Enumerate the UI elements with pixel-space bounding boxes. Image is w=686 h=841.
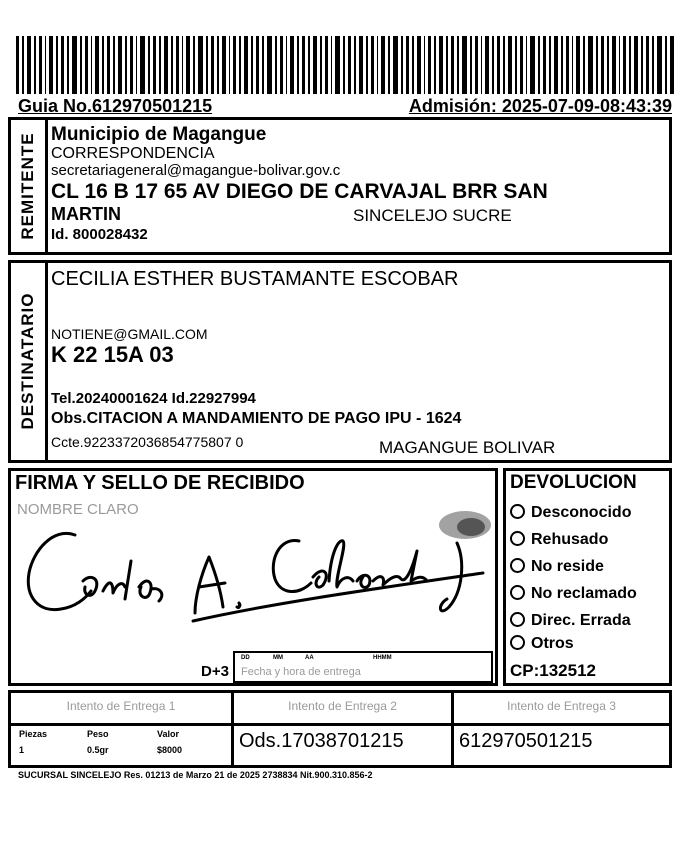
barcode [16,36,676,94]
admission-timestamp: Admisión: 2025-07-09-08:43:39 [408,96,672,116]
attempt-1-label: Intento de Entrega 1 [66,699,176,713]
return-option-rehusado[interactable]: Rehusado [510,526,637,553]
radio-circle-icon [510,585,525,600]
recipient-name: CECILIA ESTHER BUSTAMANTE ESCOBAR [51,268,459,290]
date-col-month: MM [273,655,283,661]
name-label: NOMBRE CLARO [17,501,139,518]
receipt-title: FIRMA Y SELLO DE RECIBIDO [15,472,305,494]
recipient-email: NOTIENE@GMAIL.COM [51,326,208,342]
value-header: Valor [157,729,180,739]
return-box [503,468,672,686]
sender-city: SINCELEJO SUCRE [353,206,512,225]
service-code: D+3 [201,663,229,680]
recipient-observation: Obs.CITACION A MANDAMIENTO DE PAGO IPU - 1624 [51,410,462,427]
radio-circle-icon [510,612,525,627]
sender-section-label: REMITENTE [18,132,37,240]
date-col-year: AA [305,655,314,661]
footer-text: SUCURSAL SINCELEJO Res. 01213 de Marzo 21 de 2025 2738834 Nit.900.310.856-2 [18,770,373,780]
signature [13,521,493,631]
recipient-city: MAGANGUE BOLIVAR [379,438,556,457]
ods-number: Ods.17038701215 [239,730,404,752]
guide-number: Guia No.612970501215 [18,96,213,116]
return-option-no-reside[interactable]: No reside [510,553,637,580]
sender-address-line1: CL 16 B 17 65 AV DIEGO DE CARVAJAL BRR SAN [51,180,548,203]
return-option-direc-errada[interactable]: Direc. Errada [510,607,637,634]
radio-circle-icon [510,531,525,546]
date-label: Fecha y hora de entrega [241,666,361,678]
recipient-box [8,260,672,463]
radio-circle-icon [510,504,525,519]
tracking-number: 612970501215 [459,730,593,752]
return-option-otros[interactable]: Otros [510,634,637,654]
sender-department: CORRESPONDENCIA [51,145,215,162]
delivery-date-field[interactable] [233,651,493,683]
return-title: DEVOLUCION [510,472,637,493]
pieces-header: Piezas [19,729,48,739]
sender-name: Municipio de Magangue [51,124,267,145]
return-option-no-reclamado[interactable]: No reclamado [510,580,637,607]
postal-code: CP:132512 [510,661,597,680]
weight-header: Peso [87,729,109,739]
value-value: $8000 [157,745,183,755]
sender-id: Id. 800028432 [51,226,148,243]
attempt-3-label: Intento de Entrega 3 [507,699,616,713]
date-col-time: HHMM [373,655,392,661]
attempt-2-label: Intento de Entrega 2 [288,699,397,713]
sender-box [8,117,672,255]
recipient-phone-id: Tel.20240001624 Id.22927994 [51,390,256,407]
date-col-day: DD [241,655,250,661]
sender-address-line2: MARTIN [51,204,121,224]
recipient-section-label: DESTINATARIO [18,292,37,430]
sender-email: secretariageneral@magangue-bolivar.gov.c [51,162,341,179]
weight-value: 0.5gr [87,745,109,755]
return-option-desconocido[interactable]: Desconocido [510,499,637,526]
receipt-box [8,468,498,686]
delivery-attempts-box [8,690,672,768]
radio-circle-icon [510,635,525,650]
pieces-value: 1 [19,745,25,755]
recipient-address: K 22 15A 03 [51,342,174,367]
recipient-account: Ccte.9223372036854775807 0 [51,434,244,450]
radio-circle-icon [510,558,525,573]
